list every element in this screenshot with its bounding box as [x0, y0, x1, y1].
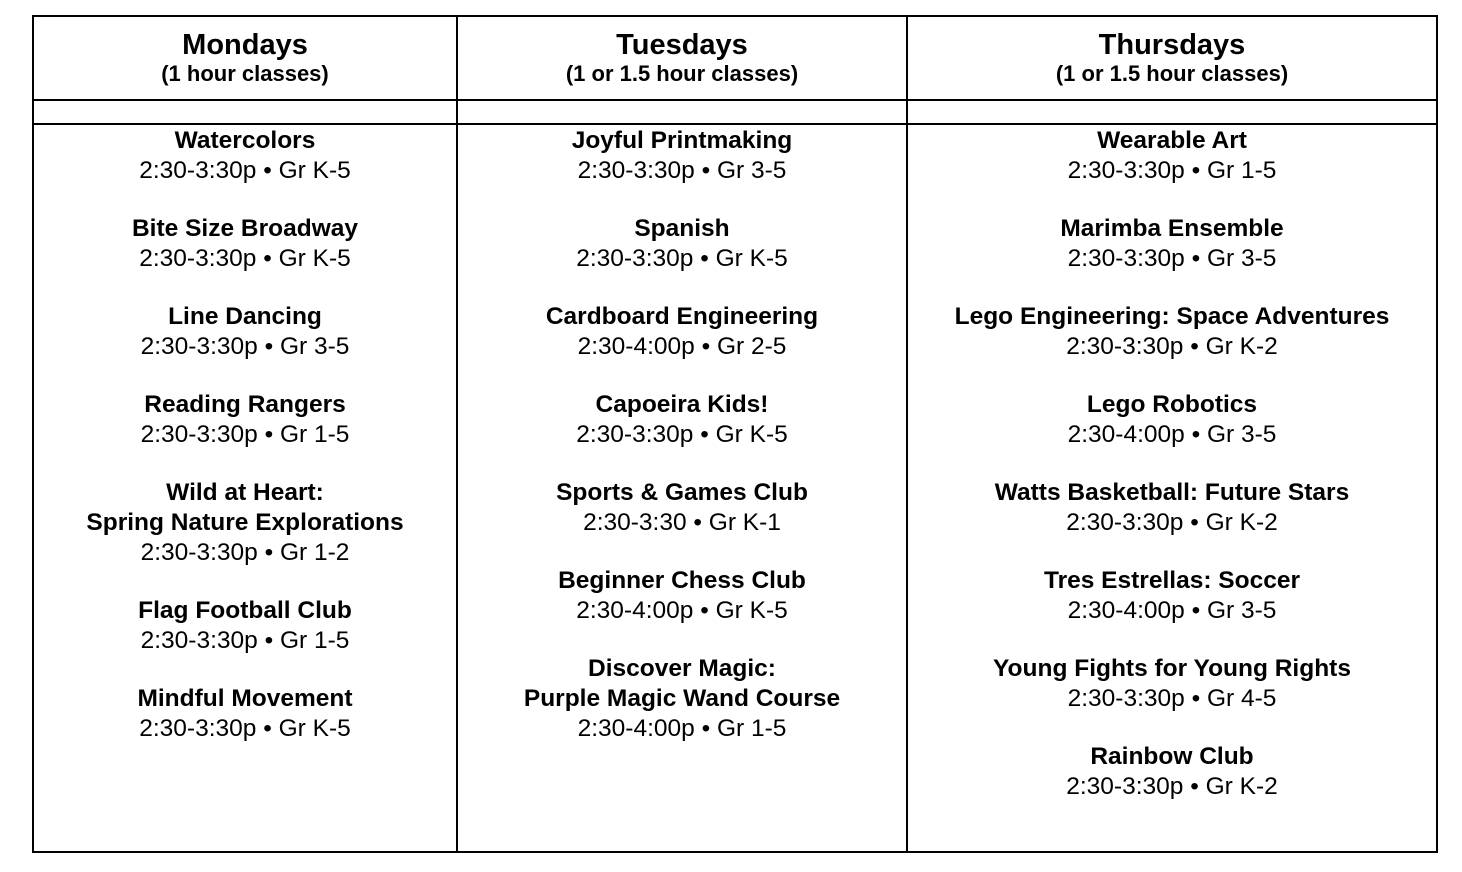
class-name: Lego Engineering: Space Adventures — [954, 303, 1390, 330]
class-entry — [908, 302, 1436, 362]
class-time-grade: 2:30-3:30p • Gr K-5 — [139, 157, 351, 184]
class-entry — [908, 654, 1436, 714]
class-entry — [458, 302, 906, 362]
class-time-grade: 2:30-3:30p • Gr 3-5 — [577, 157, 787, 184]
class-entry — [458, 654, 906, 744]
class-entry — [908, 390, 1436, 450]
class-time-grade: 2:30-3:30p • Gr 1-5 — [1067, 157, 1277, 184]
class-entry — [34, 126, 456, 186]
class-entry — [458, 126, 906, 186]
class-name: Joyful Printmaking — [571, 127, 793, 154]
class-entry — [458, 478, 906, 538]
class-time-grade: 2:30-3:30p • Gr 3-5 — [140, 333, 350, 360]
class-time-grade: 2:30-3:30p • Gr K-2 — [1066, 773, 1278, 800]
class-name: Sports & Games Club — [556, 479, 808, 506]
class-time-grade: 2:30-3:30p • Gr K-2 — [1066, 333, 1278, 360]
class-time-grade: 2:30-3:30p • Gr 1-5 — [140, 421, 350, 448]
class-name: Spring Nature Explorations — [86, 509, 404, 536]
day-title: Tuesdays — [616, 29, 748, 61]
class-time-grade: 2:30-3:30p • Gr 1-5 — [140, 627, 350, 654]
class-name: Spanish — [634, 215, 730, 242]
class-name: Wearable Art — [1097, 127, 1247, 154]
class-entry — [34, 596, 456, 656]
class-name: Flag Football Club — [138, 597, 352, 624]
class-entry — [908, 214, 1436, 274]
class-entry — [34, 390, 456, 450]
class-time-grade: 2:30-3:30p • Gr K-5 — [139, 715, 351, 742]
class-entry — [458, 390, 906, 450]
class-time-grade: 2:30-3:30p • Gr 1-2 — [140, 539, 350, 566]
schedule-table — [32, 15, 1438, 853]
class-time-grade: 2:30-4:00p • Gr 3-5 — [1067, 597, 1277, 624]
class-duration: (1 or 1.5 hour classes) — [565, 61, 799, 86]
class-time-grade: 2:30-4:00p • Gr 1-5 — [577, 715, 787, 742]
day-title: Thursdays — [1098, 29, 1246, 61]
class-entry — [34, 302, 456, 362]
class-entry — [908, 566, 1436, 626]
class-name: Cardboard Engineering — [545, 303, 819, 330]
class-name: Lego Robotics — [1086, 391, 1258, 418]
class-entry — [458, 566, 906, 626]
class-entry — [34, 684, 456, 744]
class-time-grade: 2:30-4:00p • Gr K-5 — [576, 597, 788, 624]
column-thursdays — [908, 17, 1436, 851]
class-name: Bite Size Broadway — [131, 215, 358, 242]
class-duration: (1 hour classes) — [161, 61, 329, 86]
class-time-grade: 2:30-3:30p • Gr K-2 — [1066, 509, 1278, 536]
class-time-grade: 2:30-3:30p • Gr K-5 — [576, 421, 788, 448]
class-time-grade: 2:30-3:30 • Gr K-1 — [583, 509, 781, 536]
class-entry — [34, 214, 456, 274]
class-time-grade: 2:30-3:30p • Gr 3-5 — [1067, 245, 1277, 272]
class-time-grade: 2:30-3:30p • Gr 4-5 — [1067, 685, 1277, 712]
class-name: Marimba Ensemble — [1060, 215, 1284, 242]
class-name: Capoeira Kids! — [595, 391, 769, 418]
class-time-grade: 2:30-4:00p • Gr 2-5 — [577, 333, 787, 360]
class-name: Discover Magic: — [588, 655, 776, 682]
day-title: Mondays — [182, 29, 308, 61]
class-name: Line Dancing — [168, 303, 322, 330]
class-name: Beginner Chess Club — [558, 567, 806, 594]
class-name: Tres Estrellas: Soccer — [1043, 567, 1301, 594]
class-entry — [908, 126, 1436, 186]
class-name: Rainbow Club — [1090, 743, 1254, 770]
class-entry — [34, 478, 456, 568]
class-entry — [458, 214, 906, 274]
class-name: Wild at Heart: — [166, 479, 324, 506]
class-list — [908, 126, 1436, 830]
class-name: Watercolors — [174, 127, 316, 154]
class-name: Reading Rangers — [144, 391, 346, 418]
column-header — [458, 29, 906, 87]
class-entry — [908, 742, 1436, 802]
class-name: Mindful Movement — [137, 685, 353, 712]
class-time-grade: 2:30-4:00p • Gr 3-5 — [1067, 421, 1277, 448]
class-duration: (1 or 1.5 hour classes) — [1055, 61, 1289, 86]
class-name: Purple Magic Wand Course — [523, 685, 841, 712]
class-time-grade: 2:30-3:30p • Gr K-5 — [576, 245, 788, 272]
class-name: Watts Basketball: Future Stars — [994, 479, 1350, 506]
column-tuesdays — [458, 17, 906, 851]
column-header — [34, 29, 456, 87]
class-name: Young Fights for Young Rights — [993, 655, 1351, 682]
class-list — [458, 126, 906, 772]
column-mondays — [34, 17, 456, 851]
column-header — [908, 29, 1436, 87]
class-time-grade: 2:30-3:30p • Gr K-5 — [139, 245, 351, 272]
class-entry — [908, 478, 1436, 538]
class-list — [34, 126, 456, 772]
